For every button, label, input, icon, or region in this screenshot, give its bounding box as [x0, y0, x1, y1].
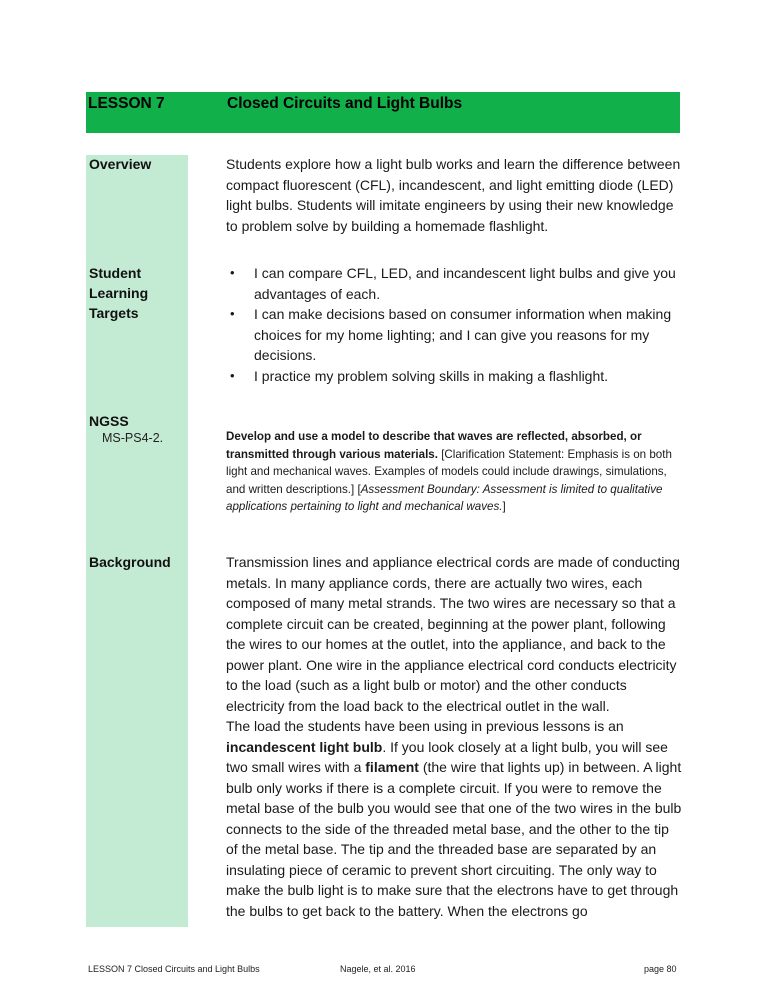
list-item: • I practice my problem solving skills in making a flashlight.: [226, 366, 682, 387]
list-item: • I can compare CFL, LED, and incandescent light bulbs and give you advantages of each.: [226, 263, 682, 304]
ngss-standard-bold: Develop and use a model to describe that waves are reflected, absorbed, or transmitted through various materials.: [226, 430, 642, 461]
ngss-standard-text: [226, 428, 686, 516]
bg-text-part: The load the students have been using in previous lessons is an: [226, 718, 624, 734]
lesson-header: [86, 92, 680, 133]
ngss-close-bracket: ]: [502, 500, 506, 513]
overview-label: Overview: [89, 156, 152, 172]
background-paragraph-2: [226, 716, 682, 921]
overview-text: [226, 154, 682, 236]
targets-label-line: Student: [89, 265, 142, 281]
footer-left: LESSON 7 Closed Circuits and Light Bulbs: [88, 964, 260, 974]
targets-label-line: Targets: [89, 305, 139, 321]
ngss-assessment-boundary: Assessment Boundary: Assessment is limited to qualitative applications pertaining to light and mechanical waves.: [226, 482, 663, 513]
ngss-label: NGSS: [89, 413, 129, 429]
footer-page-number: page 80: [644, 964, 677, 974]
background-paragraph-1: [226, 552, 682, 716]
targets-label: [89, 263, 148, 323]
background-text-2: [226, 716, 682, 921]
overview-paragraph: Students explore how a light bulb works and learn the difference between compact fluorescent (CFL), incandescent, and light emitting diode (LED) light bulbs. Students will imitate engineers by using their new knowledge to problem solve by building a homemade flashlight.: [226, 156, 681, 234]
incandescent-term: incandescent light bulb: [226, 738, 383, 755]
background-label: Background: [89, 554, 171, 570]
lesson-number: LESSON 7: [88, 95, 165, 112]
ngss-clarification: [Clarification Statement: Emphasis is on both light and mechanical waves. Examples of models could include drawings, simulations, and written descriptions.] [: [226, 447, 672, 496]
learning-targets-list: [226, 263, 682, 386]
filament-term: filament: [365, 759, 419, 775]
targets-label-line: Learning: [89, 285, 149, 301]
ngss-code: MS-PS4-2.: [102, 431, 164, 445]
footer-center: Nagele, et al. 2016: [340, 964, 416, 974]
bg-text-part: (the wire that lights up) in between. A light bulb only works if there is a complete circuit. If you were to remove the metal base of the bulb you would see that one of the two wires in the bulb connects to the side of the threaded metal base, and the other to the tip of the metal base. The tip and the threaded base are separated by an insulating piece of ceramic to prevent short circuiting. The only way to make the bulb light is to make sure that the electrons have to get through the bulbs to get back to the battery. When the electrons go: [226, 759, 682, 919]
background-text-1: Transmission lines and appliance electrical cords are made of conducting metals. In many appliance cords, there are actually two wires, each composed of many metal strands. The two wires are necessary so that a complete circuit can be created, beginning at the power plant, following the wires to our homes at the outlet, into the appliance, and back to the power plant. One wire in the appliance electrical cord conducts electricity to the load (such as a light bulb or motor) and the other conducts electricity from the load back to the electrical outlet in the wall.: [226, 554, 680, 714]
lesson-title: Closed Circuits and Light Bulbs: [227, 95, 463, 112]
bg-text-part: . If you look closely at a light bulb, you will see two small wires with a: [226, 738, 668, 775]
list-item: • I can make decisions based on consumer information when making choices for my home lighting; and I can give you reasons for my decisions.: [226, 304, 682, 366]
